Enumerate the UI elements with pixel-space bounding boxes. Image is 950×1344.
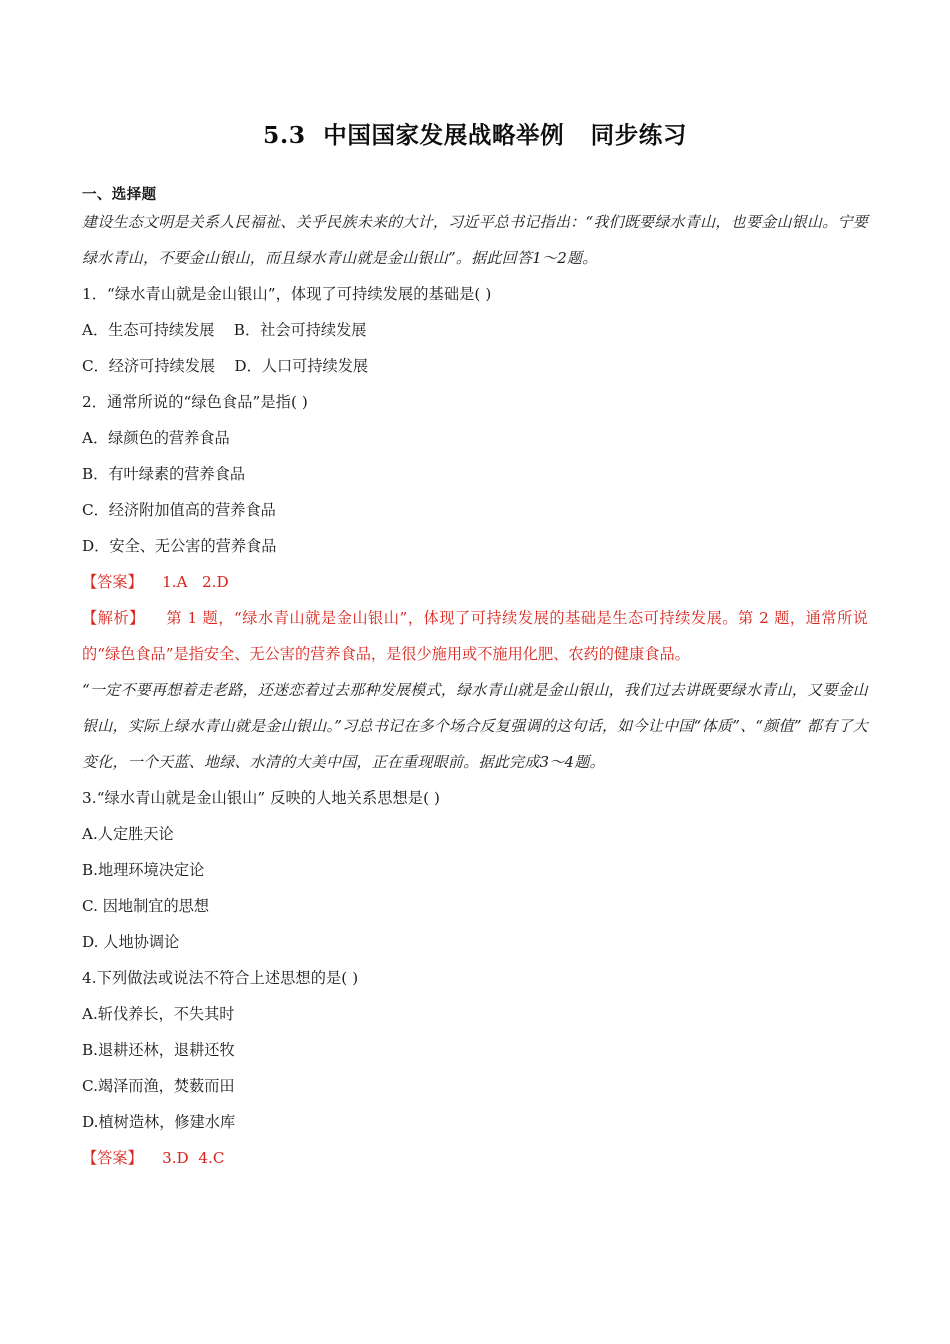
question-2-option-b: B．有叶绿素的营养食品	[82, 465, 246, 483]
analysis-label-1: 【解析】	[82, 609, 145, 627]
question-3-option-a: A.人定胜天论	[82, 825, 174, 843]
analysis-text-1: 第 1 题，“绿水青山就是金山银山”，体现了可持续发展的基础是生态可持续发展。第 2 题，通常所说的“绿色食品”是指安全、无公害的营养食品，是很少施用或不施用化肥、农药的健康食品。	[82, 609, 868, 663]
question-3-stem: 3.“绿水青山就是金山银山” 反映的人地关系思想是( )	[82, 789, 441, 807]
passage-2-text: “一定不要再想着走老路，还迷恋着过去那种发展模式，绿水青山就是金山银山，我们过去讲既要绿水青山，又要金山银山，实际上绿水青山就是金山银山。”习总书记在多个场合反复强调的这句话，如今让中国“体质”、“颜值” 都有了大变化，一个天蓝、地绿、水清的大美中国，正在重现眼前。据此完成3～4题。	[82, 681, 868, 771]
question-4-option-c: C.竭泽而渔，焚薮而田	[82, 1077, 235, 1095]
section-heading-multiple-choice: 一、选择题	[82, 187, 157, 203]
question-1-options-row-2: C．经济可持续发展 D．人口可持续发展	[82, 357, 369, 375]
question-1-options-row-1: A．生态可持续发展 B．社会可持续发展	[82, 321, 367, 339]
answer-label-2: 【答案】	[82, 1149, 143, 1167]
question-2-option-c: C．经济附加值高的营养食品	[82, 501, 276, 519]
answer-value-2: 3.D 4.C	[162, 1149, 225, 1167]
question-4-option-b: B.退耕还林，退耕还牧	[82, 1041, 235, 1059]
page-title: 5.3 中国国家发展战略举例 同步练习	[263, 121, 687, 149]
question-4-stem: 4.下列做法或说法不符合上述思想的是( )	[82, 969, 359, 987]
question-4-option-a: A.斩伐养长，不失其时	[82, 1005, 235, 1023]
question-2-stem: 2．通常所说的“绿色食品”是指( )	[82, 393, 308, 411]
analysis-block-1	[82, 600, 868, 672]
passage-1-text: 建设生态文明是关系人民福祉、关乎民族未来的大计，习近平总书记指出：“我们既要绿水青山，也要金山银山。宁要绿水青山，不要金山银山，而且绿水青山就是金山银山”。据此回答1～2题。	[82, 213, 868, 267]
question-1-stem: 1．“绿水青山就是金山银山”，体现了可持续发展的基础是( )	[82, 285, 492, 303]
question-3-option-c: C. 因地制宜的思想	[82, 897, 210, 915]
question-2-option-d: D．安全、无公害的营养食品	[82, 537, 277, 555]
answer-block-1	[82, 564, 868, 600]
question-4-option-d: D.植树造林，修建水库	[82, 1113, 236, 1131]
question-2-option-a: A．绿颜色的营养食品	[82, 429, 230, 447]
answer-value-1: 1.A 2.D	[162, 573, 229, 591]
answer-block-2	[82, 1140, 868, 1176]
question-3-option-b: B.地理环境决定论	[82, 861, 205, 879]
question-3-option-d: D. 人地协调论	[82, 933, 180, 951]
answer-label-1: 【答案】	[82, 573, 143, 591]
